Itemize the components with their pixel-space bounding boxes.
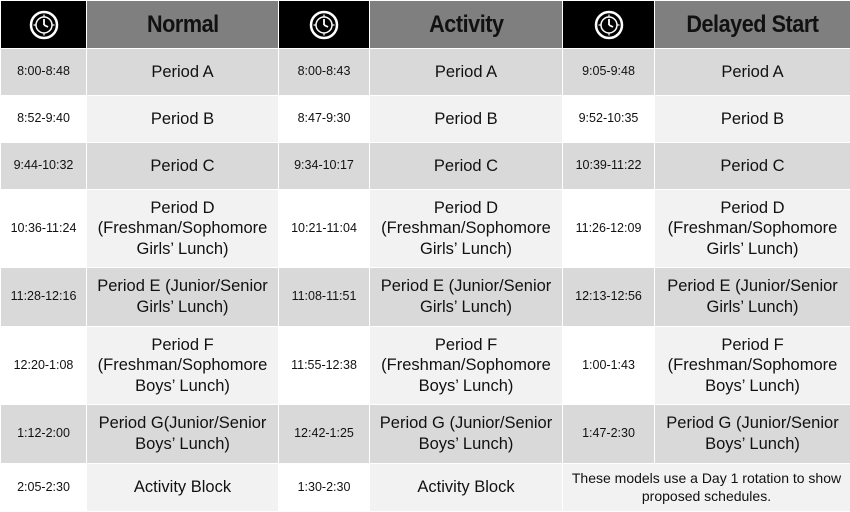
period-cell: Period C: [655, 143, 850, 190]
rotation-note: These models use a Day 1 rotation to show proposed schedules.: [563, 464, 850, 512]
time-cell: 9:44-10:32: [1, 143, 87, 190]
time-cell: 8:47-9:30: [279, 96, 370, 143]
clock-icon: [309, 10, 339, 40]
period-cell: Period B: [87, 96, 279, 143]
time-cell: 10:36-11:24: [1, 190, 87, 268]
time-cell: 11:26-12:09: [563, 190, 655, 268]
time-cell: 12:42-1:25: [279, 405, 370, 464]
period-cell: Period C: [370, 143, 563, 190]
delayed-title-cell: [655, 1, 850, 49]
period-cell: Period F (Freshman/Sophomore Boys’ Lunch): [655, 327, 850, 405]
time-cell: 8:00-8:48: [1, 49, 87, 96]
period-cell: Period F (Freshman/Sophomore Boys’ Lunch): [87, 327, 279, 405]
time-cell: 1:00-1:43: [563, 327, 655, 405]
table-row: [1, 49, 850, 96]
time-cell: 9:34-10:17: [279, 143, 370, 190]
period-cell: Period G(Junior/Senior Boys’ Lunch): [87, 405, 279, 464]
period-cell: Period A: [87, 49, 279, 96]
header-row: [1, 1, 850, 49]
delayed-clock-cell: [563, 1, 655, 49]
clock-icon: [594, 10, 624, 40]
period-cell: Period E (Junior/Senior Girls’ Lunch): [655, 268, 850, 327]
period-cell: Period G (Junior/Senior Boys’ Lunch): [655, 405, 850, 464]
time-cell: 11:28-12:16: [1, 268, 87, 327]
time-cell: 1:30-2:30: [279, 464, 370, 512]
normal-clock-cell: [1, 1, 87, 49]
period-cell: Period F (Freshman/Sophomore Boys’ Lunch): [370, 327, 563, 405]
period-cell: Activity Block: [87, 464, 279, 512]
time-cell: 9:52-10:35: [563, 96, 655, 143]
column-title-delayed-start: Delayed Start: [686, 10, 818, 40]
time-cell: 10:39-11:22: [563, 143, 655, 190]
table-row: [1, 96, 850, 143]
period-cell: Period E (Junior/Senior Girls’ Lunch): [370, 268, 563, 327]
time-cell: 9:05-9:48: [563, 49, 655, 96]
clock-icon: [29, 10, 59, 40]
period-cell: Period D (Freshman/Sophomore Girls’ Lunch): [370, 190, 563, 268]
table-row: [1, 190, 850, 268]
time-cell: 8:00-8:43: [279, 49, 370, 96]
activity-title-cell: [370, 1, 563, 49]
time-cell: 10:21-11:04: [279, 190, 370, 268]
normal-title-cell: [87, 1, 279, 49]
time-cell: 2:05-2:30: [1, 464, 87, 512]
period-cell: Period G (Junior/Senior Boys’ Lunch): [370, 405, 563, 464]
period-cell: Period E (Junior/Senior Girls’ Lunch): [87, 268, 279, 327]
period-cell: Period B: [655, 96, 850, 143]
table-row: [1, 268, 850, 327]
table-row: [1, 143, 850, 190]
period-cell: Period B: [370, 96, 563, 143]
time-cell: 8:52-9:40: [1, 96, 87, 143]
table-row: [1, 405, 850, 464]
activity-clock-cell: [279, 1, 370, 49]
column-title-normal: Normal: [147, 10, 219, 40]
column-title-activity: Activity: [429, 10, 503, 40]
time-cell: 1:12-2:00: [1, 405, 87, 464]
period-cell: Period D (Freshman/Sophomore Girls’ Lunch): [87, 190, 279, 268]
period-cell: Activity Block: [370, 464, 563, 512]
time-cell: 11:08-11:51: [279, 268, 370, 327]
time-cell: 11:55-12:38: [279, 327, 370, 405]
table-row: [1, 327, 850, 405]
time-cell: 12:20-1:08: [1, 327, 87, 405]
period-cell: Period C: [87, 143, 279, 190]
time-cell: 12:13-12:56: [563, 268, 655, 327]
period-cell: Period A: [655, 49, 850, 96]
period-cell: Period A: [370, 49, 563, 96]
table-row: [1, 464, 850, 512]
time-cell: 1:47-2:30: [563, 405, 655, 464]
period-cell: Period D (Freshman/Sophomore Girls’ Lunch): [655, 190, 850, 268]
